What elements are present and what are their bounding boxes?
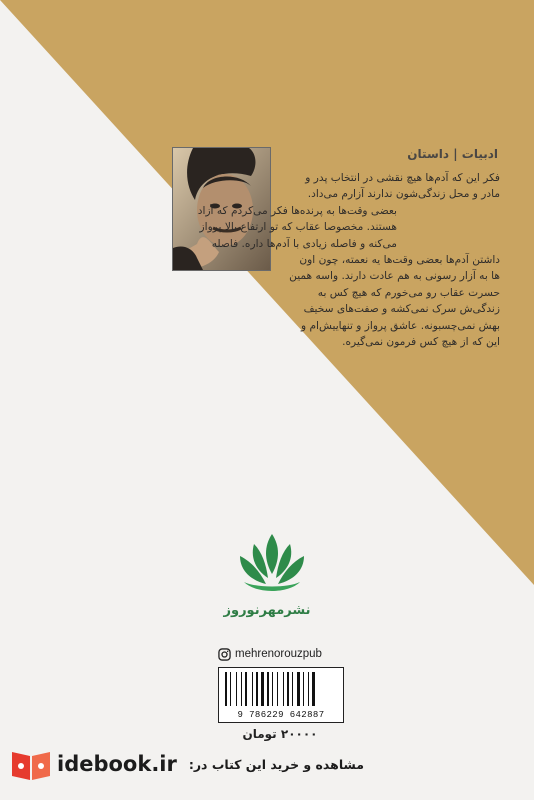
price-label: ۲۰۰۰۰ تومان — [242, 727, 318, 741]
blurb-line: بهش نمی‌چسبونه. عاشق پرواز و تنهاییش‌ام و — [301, 319, 500, 332]
blurb-line: زندگی‌ش سرک نمی‌کشه و صفت‌های سخیف — [303, 303, 500, 316]
blurb-line: این که از هیچ کس فرمون نمی‌گیره. — [342, 336, 500, 349]
blurb-line: ها به آزار رسونی به هم عادت دارند. واسه همین — [289, 270, 500, 283]
instagram-icon — [218, 648, 231, 661]
instagram-row — [218, 645, 322, 663]
publisher-name: نشرمهرنوروز — [223, 603, 311, 618]
site-name: idebook.ir — [57, 752, 177, 776]
blurb-line: فکر این که آدم‌ها هیچ نقشی در انتخاب پدر و — [305, 172, 500, 184]
lotus-logo-icon — [234, 530, 310, 600]
blurb-line: داشتن آدم‌ها بعضی وقت‌ها یه نعمته، چون اون — [299, 254, 500, 267]
watermark-banner — [0, 744, 534, 784]
blurb-line: بعضی وقت‌ها به پرنده‌ها فکر می‌کردم که آزاد — [197, 204, 397, 217]
genre-label: ادبیات | داستان — [407, 147, 498, 161]
watermark-caption: مشاهده و خرید این کتاب در: — [188, 756, 364, 772]
blurb-line: حسرت عقاب رو می‌خورم که هیچ کس به — [317, 286, 500, 299]
instagram-handle: mehrenorouzpub — [235, 648, 322, 660]
blurb-line: هستند. مخصوصا عقاب که تو ارتفاع بالا پرواز — [199, 221, 397, 234]
isbn-number: 9 786229 642887 — [237, 710, 325, 720]
isbn-barcode — [218, 667, 344, 723]
blurb-line: مادر و محل زندگی‌شون ندارند آزارم می‌داد. — [307, 188, 500, 201]
site-logo — [8, 746, 177, 782]
blurb-line: می‌کنه و فاصله زیادی با آدم‌ها داره. فاصله — [211, 237, 397, 250]
back-cover-blurb — [197, 170, 500, 350]
book-icon — [8, 746, 54, 782]
